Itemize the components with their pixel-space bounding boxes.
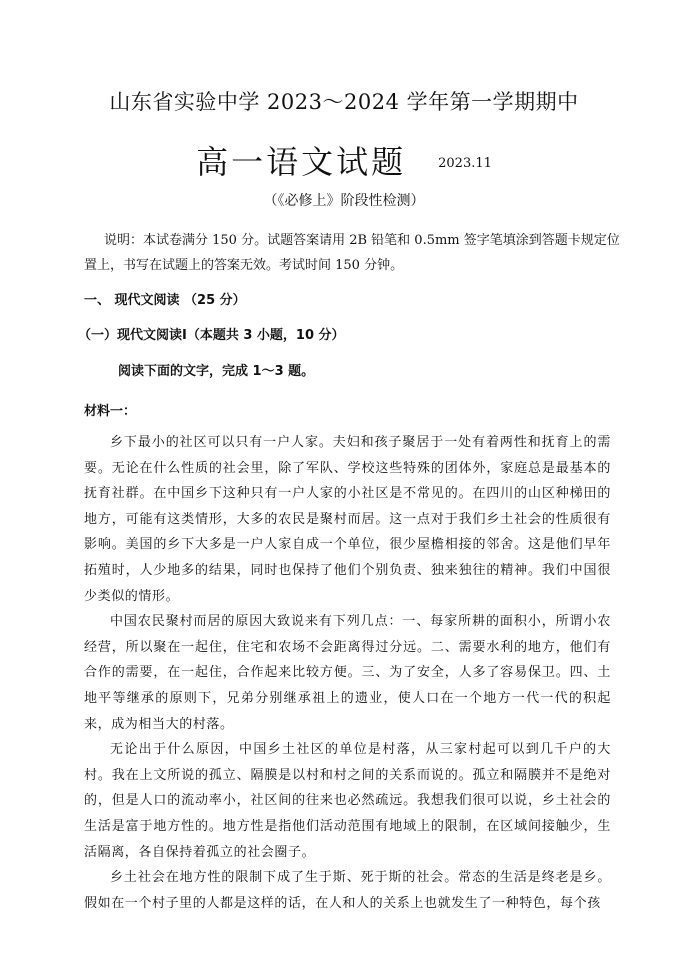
passage-body — [84, 430, 611, 916]
paragraph: 乡下最小的社区可以只有一户人家。夫妇和孩子聚居于一处有着两性和抚育上的需要。无论在什么性质的社会里，除了军队、学校这些特殊的团体外，家庭总是最基本的抚育社群。在中国乡下这种只有一户人家的小社区是不常见的。在四川的山区种梯田的地方，可能有这类情形，大多的农民是聚村而居。这一点对于我们乡土社会的性质很有影响。美国的乡下大多是一户人家自成一个单位，很少屋檐相接的邻舍。这是他们早年拓殖时，人少地多的结果，同时也保持了他们个别负责、独来独往的精神。我们中国很少类似的情形。 — [84, 435, 611, 604]
exam-date: 2023.11 — [438, 156, 492, 171]
subtitle: （《必修上》阶段性检测） — [263, 193, 425, 209]
exam-instructions: 说明：本试卷满分 150 分。试题答案请用 2B 铅笔和 0.5mm 签字笔填涂到答题卡规定位置上，书写在试题上的答案无效。考试时间 150 分钟。 — [84, 233, 620, 273]
paragraph: 中国农民聚村而居的原因大致说来有下列几点：一、每家所耕的面积小，所谓小农经营，所以聚在一起住，住宅和农场不会距离得过分远。二、需要水利的地方，他们有合作的需要，在一起住，合作起来比较方便。三、为了安全，人多了容易保卫。四、土地平等继承的原则下，兄弟分别继承祖上的遗业，使人口在一个地方一代一代的积起来，成为相当大的村落。 — [84, 614, 611, 732]
section-heading: 一、 现代文阅读 （25 分） — [84, 293, 246, 308]
material-label: 材料一： — [84, 404, 137, 419]
main-title: 高一语文试题 — [196, 143, 407, 181]
title-row — [0, 137, 688, 183]
school-title: 山东省实验中学 2023～2024 学年第一学期期中 — [109, 90, 579, 114]
paragraph: 无论出于什么原因，中国乡土社区的单位是村落，从三家村起可以到几千户的大村。我在上文所说的孤立、隔膜是以村和村之间的关系而说的。孤立和隔膜并不是绝对的，但是人口的流动率小，社区间的往来也必然疏远。我想我们很可以说，乡土社会的生活是富于地方性的。地方性是指他们活动范围有地域上的限制，在区域间接触少，生活隔离，各自保持着孤立的社会圈子。 — [84, 742, 611, 860]
paragraph: 乡土社会在地方性的限制下成了生于斯、死于斯的社会。常态的生活是终老是乡。假如在一个村子里的人都是这样的话，在人和人的关系上也就发生了一种特色，每个孩 — [84, 870, 611, 911]
read-instruction: 阅读下面的文字，完成 1～3 题。 — [118, 364, 315, 379]
subsection-heading: （一）现代文阅读Ⅰ（本题共 3 小题，10 分） — [78, 328, 345, 343]
